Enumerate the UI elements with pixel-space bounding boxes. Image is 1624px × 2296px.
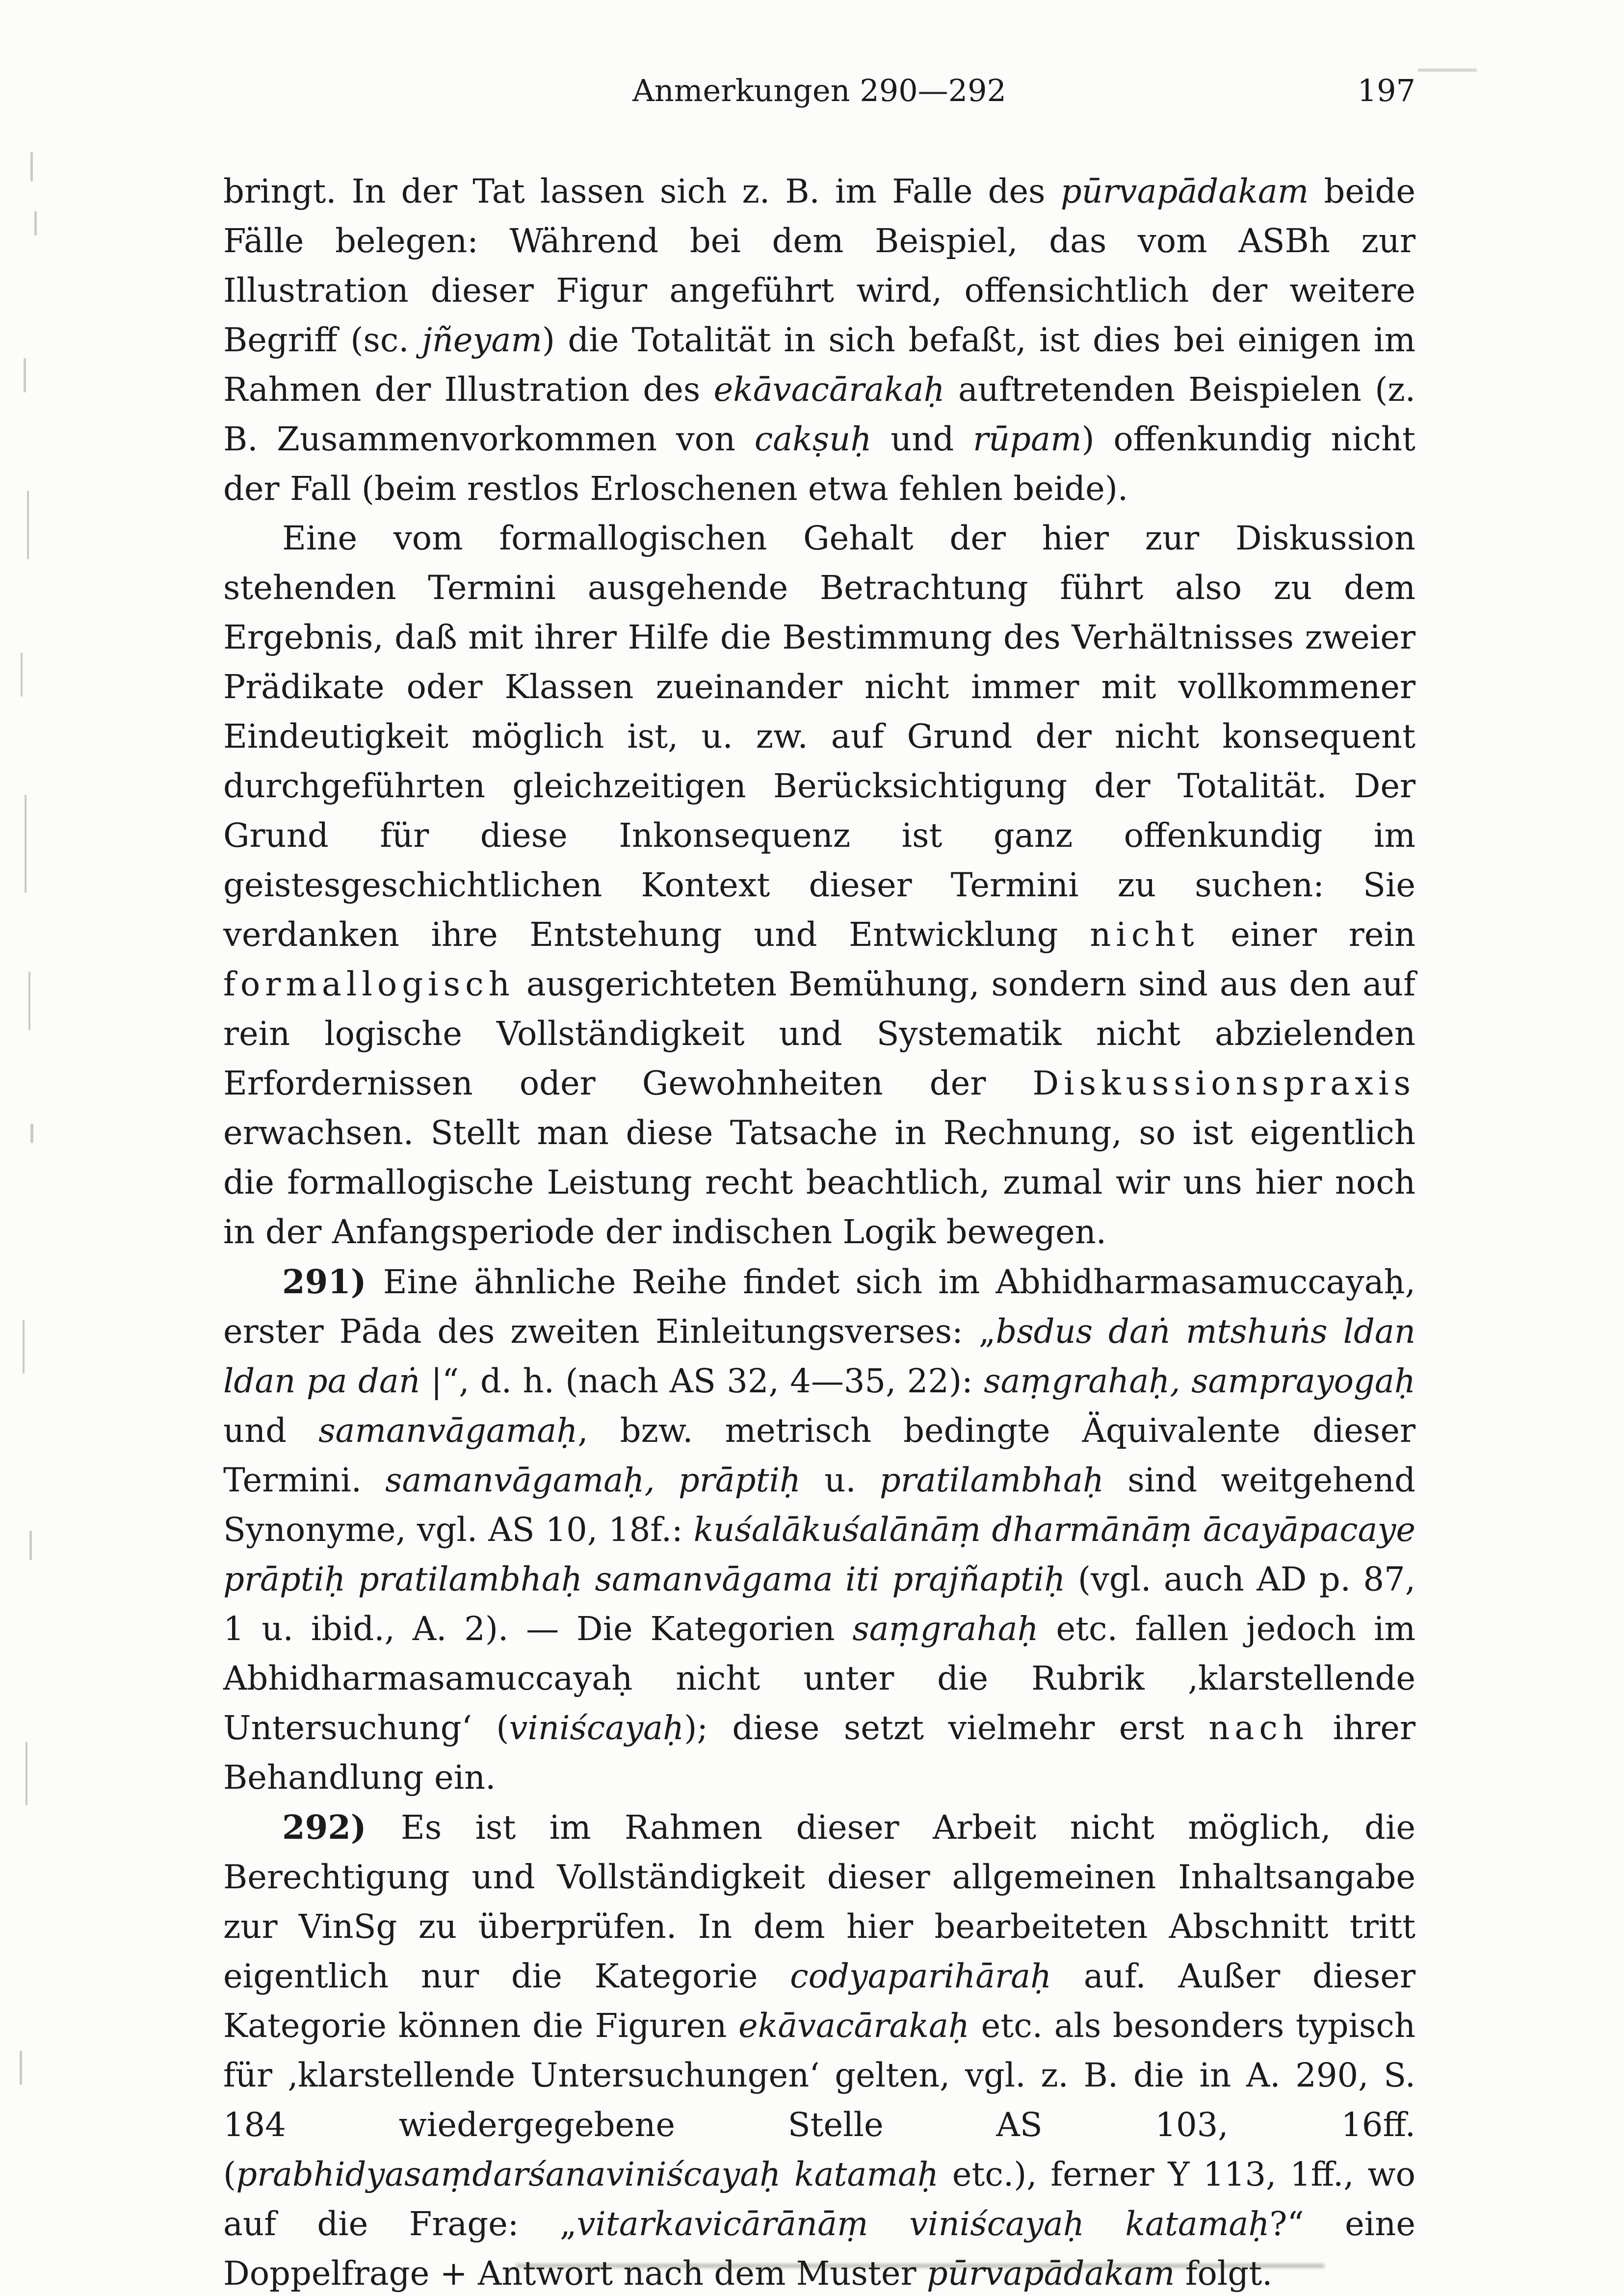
italic-term: saṃgrahaḥ (852, 1610, 1039, 1648)
body-text: etc. fallen jedoch im Abhidharmasamuccayaḥ nicht unter die Rubrik ‚klarstellende Untersuchung‘ ( (223, 1610, 1415, 1747)
italic-term: prabhidyasaṃdarśanaviniścayaḥ katamaḥ (236, 2155, 939, 2193)
italic-term: pratilambhaḥ (879, 1461, 1104, 1499)
body-text: und (871, 420, 973, 458)
italic-term: saṃgrahaḥ, samprayogaḥ (984, 1362, 1415, 1400)
body-text: beide Fälle belegen: Während bei dem Beispiel, das vom ASBh zur Illustration dieser Figur angeführt wird, offensichtlich der weitere Begriff (sc. (223, 172, 1415, 359)
paragraph (223, 1802, 1415, 2296)
italic-term: ekāvacārakaḥ (713, 370, 945, 409)
scan-artifact (20, 2051, 22, 2085)
running-head (223, 64, 1415, 118)
italic-term: ekāvacārakaḥ (738, 2007, 970, 2045)
body-text: “, d. h. (nach AS 32, 4—35, 22): (442, 1362, 984, 1400)
paragraph (223, 167, 1415, 514)
italic-term: vitarkavicārānāṃ viniścayaḥ katamaḥ (576, 2205, 1270, 2243)
note-number: 292) (282, 1808, 401, 1847)
scan-artifact (28, 971, 30, 1030)
scan-artifact (26, 1742, 27, 1805)
italic-term: bsdus daṅ mtshuṅs ldan ldan pa daṅ | (223, 1312, 1415, 1400)
body-text: einer rein (1199, 915, 1416, 954)
paragraph (223, 514, 1415, 1257)
note-number: 291) (282, 1262, 383, 1301)
emphasized-text: nach (1208, 1709, 1309, 1747)
running-head-title: Anmerkungen 290—292 (632, 73, 1006, 108)
italic-term: cakṣuḥ (754, 420, 872, 458)
body-text: ausgerichteten Bemühung, sondern sind aus den auf rein logische Vollständigkeit und Systematik nicht abzielenden Erfordernissen oder Gewohnheiten der (223, 965, 1415, 1102)
scan-artifact (29, 1531, 32, 1560)
content-area (223, 64, 1415, 2296)
italic-term: pūrvapādakam (1060, 172, 1309, 210)
text-block (223, 167, 1415, 2296)
body-text: Eine vom formallogischen Gehalt der hier zur Diskussion stehenden Termini ausgehende Betrachtung führt also zu dem Ergebnis, daß mit ihrer Hilfe die Bestimmung des Verhältnisses zweier Prädikate oder Klassen zueinander nicht immer mit vollkommener Eindeutigkeit möglich ist, u. zw. auf Grund der nicht konsequent durchgeführten gleichzeitigen Berücksichtigung der Totalität. Der Grund für diese Inkonsequenz ist ganz offenkundig im geistesgeschichtlichen Kontext dieser Termini zu suchen: Sie verdanken ihre Entstehung und Entwicklung (223, 519, 1415, 954)
page-number: 197 (1357, 73, 1415, 108)
paragraph (223, 1257, 1415, 1802)
body-text: ?“ eine Doppelfrage + Antwort nach dem Muster (223, 2205, 1415, 2293)
scan-artifact (25, 795, 26, 893)
italic-term: pūrvapādakam (926, 2254, 1175, 2293)
body-text: (vgl. auch AD p. 87, 1 u. ibid., A. 2). — Die Kategorien (223, 1560, 1415, 1648)
body-text: folgt. (1175, 2254, 1273, 2293)
emphasized-text: formallogisch (223, 965, 515, 1003)
scan-artifact (27, 491, 29, 559)
body-text: Eine ähnliche Reihe findet sich im Abhidharmasamuccayaḥ, erster Pāda des zweiten Einleitungsverses: „ (223, 1263, 1415, 1351)
scan-artifact (34, 211, 37, 235)
italic-term: samanvāgamaḥ, prāptiḥ (385, 1461, 801, 1499)
body-text: auftretenden Beispielen (z. B. Zusammenvorkommen von (223, 370, 1416, 458)
scan-artifact (24, 358, 26, 392)
body-text: sind weitgehend Synonyme, vgl. AS 10, 18f.: (223, 1461, 1415, 1549)
body-text: ) offenkundig nicht der Fall (beim restlos Erloschenen etwa fehlen beide). (223, 420, 1415, 508)
italic-term: kuśalākuśalānāṃ dharmānāṃ ācayāpacaye prāptiḥ pratilambhaḥ samanvāgama iti prajñaptiḥ (223, 1511, 1415, 1598)
scan-artifact (1418, 69, 1477, 72)
body-text: u. (801, 1461, 880, 1499)
scan-artifact (23, 1320, 25, 1374)
body-text: auf. Außer dieser Kategorie können die Figuren (223, 1957, 1415, 2045)
scan-artifact (30, 152, 33, 182)
body-text: Es ist im Rahmen dieser Arbeit nicht möglich, die Berechtigung und Vollständigkeit dieser allgemeinen Inhaltsangabe zur VinSg zu überprüfen. In dem hier bearbeiteten Abschnitt tritt eigentlich nur die Kategorie (223, 1808, 1415, 1995)
body-text: ) die Totalität in sich befaßt, ist dies bei einigen im Rahmen der Illustration des (223, 321, 1415, 409)
body-text: ihrer Behandlung ein. (223, 1709, 1415, 1797)
body-text: , bzw. metrisch bedingte Äquivalente dieser Termini. (223, 1411, 1415, 1499)
body-text: bringt. In der Tat lassen sich z. B. im Falle des (223, 172, 1061, 210)
italic-term: viniścayaḥ (509, 1709, 684, 1747)
body-text: und (223, 1411, 319, 1450)
body-text: etc.), ferner Y 113, 1ff., wo auf die Frage: „ (223, 2155, 1416, 2243)
italic-term: codyaparihāraḥ (790, 1957, 1052, 1995)
italic-term: rūpam (972, 420, 1082, 458)
body-text: erwachsen. Stellt man diese Tatsache in Rechnung, so ist eigentlich die formallogische Leistung recht beachtlich, zumal wir uns hier noch in der Anfangsperiode der indischen Logik bewegen. (223, 1114, 1415, 1251)
emphasized-text: nicht (1090, 915, 1199, 954)
body-text: etc. als besonders typisch für ‚klarstellende Untersuchungen‘ gelten, vgl. z. B. die in A. 290, S. 184 wiedergegebene Stelle AS 103, 16ff. ( (223, 2007, 1416, 2193)
scan-artifact (30, 1123, 33, 1143)
emphasized-text: Diskussionspraxis (1032, 1064, 1415, 1102)
body-text: ); diese setzt vielmehr erst (684, 1709, 1209, 1747)
italic-term: samanvāgamaḥ (318, 1411, 578, 1450)
italic-term: jñeyam (421, 321, 542, 359)
scan-artifact (21, 652, 23, 697)
